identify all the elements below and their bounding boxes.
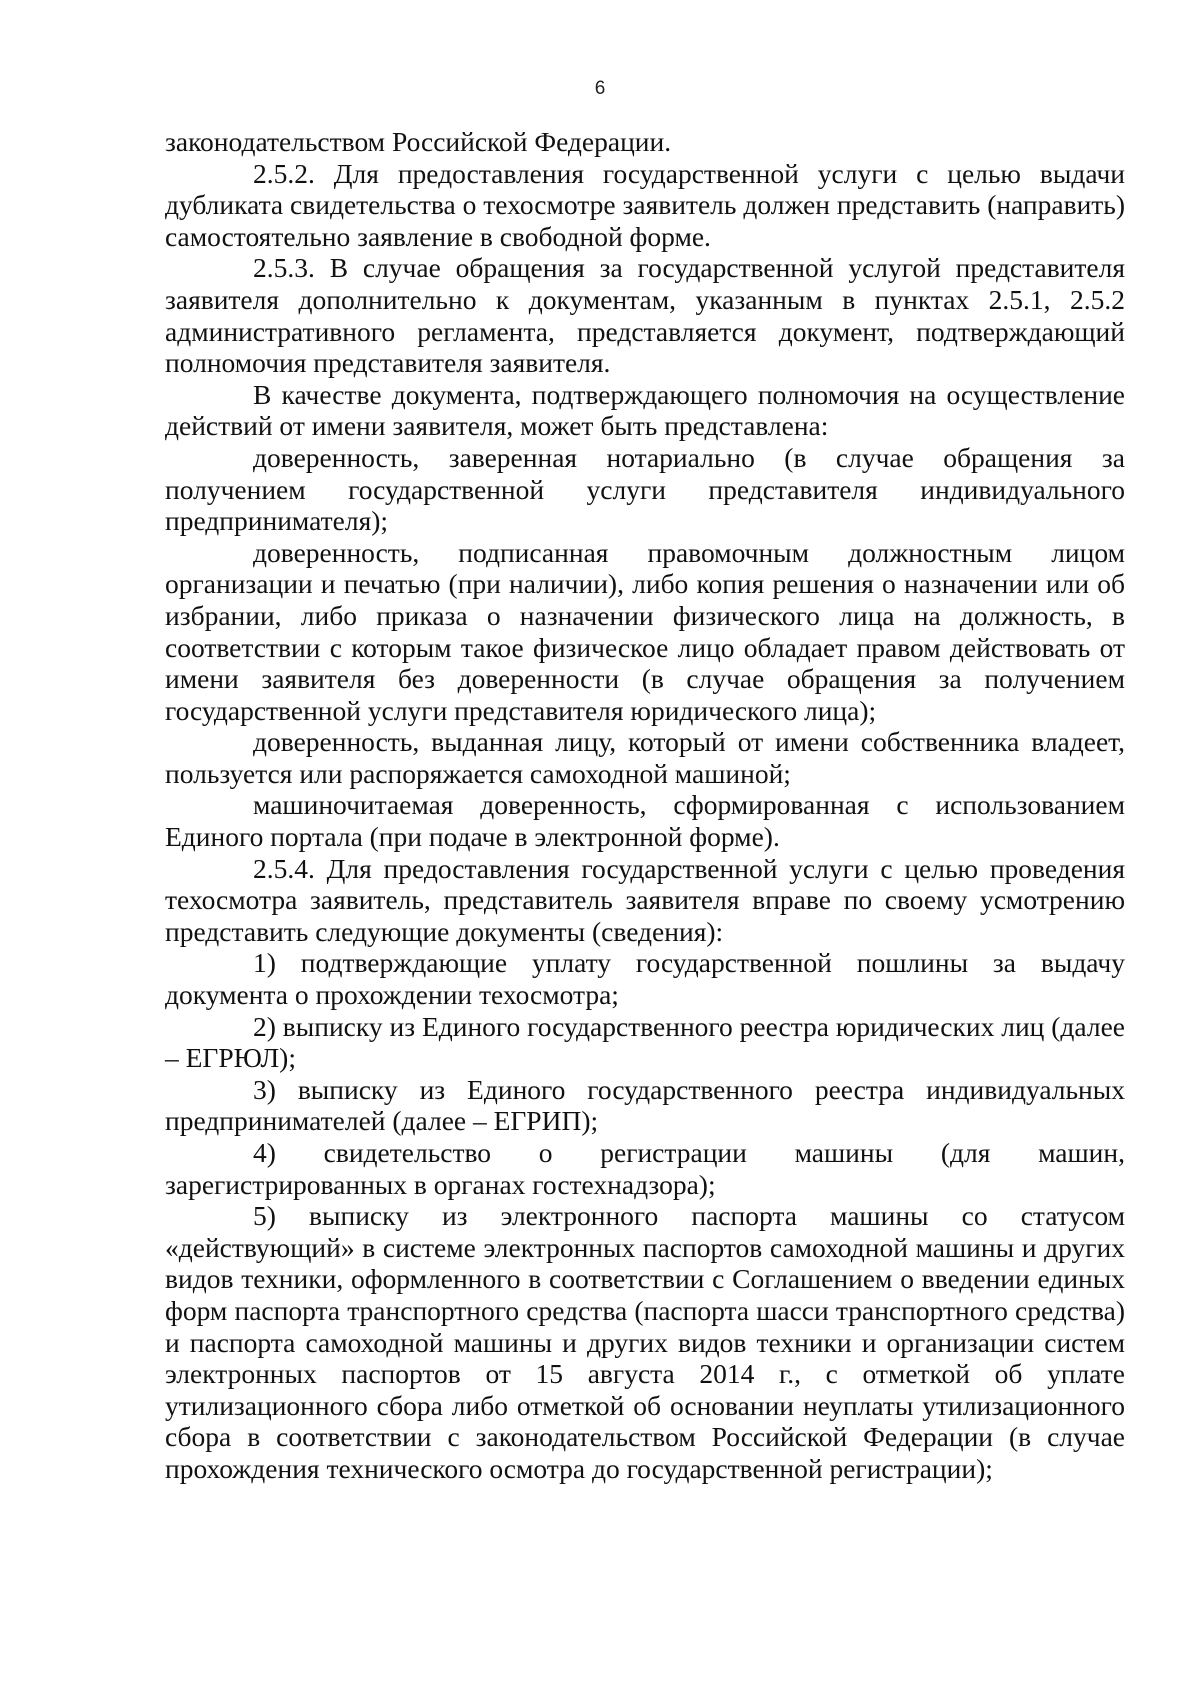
list-item-5: 5) выписку из электронного паспорта машины со статусом «действующий» в системе электронных паспортов самоходной машины и других видов техники, оформленного в соответствии с Соглашением о введении единых форм паспорта транспортного средства (паспорта шасси транспортного средства) и паспорта самоходной машины и других видов техники и организации систем электронных паспортов от 15 августа 2014 г., с отметкой об уплате утилизационного сбора либо отметкой об основании неуплаты утилизационного сбора в соответствии с законодательством Российской Федерации (в случае прохождения технического осмотра до государственной регистрации); <box>165 1200 1125 1484</box>
paragraph-signed-power-of-attorney: доверенность, подписанная правомочным должностным лицом организации и печатью (при наличии), либо копия решения о назначении или об избрании, либо приказа о назначении физического лица на должность, в соответствии с которым такое физическое лицо обладает правом действовать от имени заявителя без доверенности (в случае обращения за получением государственной услуги представителя юридического лица); <box>165 536 1125 726</box>
page-number: 6 <box>594 78 606 99</box>
list-item-2: 2) выписку из Единого государственного реестра юридических лиц (далее – ЕГРЮЛ); <box>165 1010 1125 1074</box>
paragraph-notarized-power-of-attorney: доверенность, заверенная нотариально (в случае обращения за получением государственной услуги представителя индивидуального предпринимателя); <box>165 441 1125 537</box>
list-item-1: 1) подтверждающие уплату государственной пошлины за выдачу документа о прохождении техосмотра; <box>165 947 1125 1011</box>
paragraph-2-5-4: 2.5.4. Для предоставления государственной услуги с целью проведения техосмотра заявитель, представитель заявителя вправе по своему усмотрению представить следующие документы (сведения): <box>165 852 1125 947</box>
list-item-3: 3) выписку из Единого государственного реестра индивидуальных предпринимателей (далее – ЕГРИП); <box>165 1073 1125 1137</box>
list-item-4: 4) свидетельство о регистрации машины (для машин, зарегистрированных в органах гостехнадзора); <box>165 1137 1125 1200</box>
paragraph-2-5-2: 2.5.2. Для предоставления государственной услуги с целью выдачи дубликата свидетельства о техосмотре заявитель должен представить (направить) самостоятельно заявление в свободной форме. <box>165 157 1125 252</box>
document-body <box>165 126 1125 1485</box>
paragraph-2-5-3: 2.5.3. В случае обращения за государственной услугой представителя заявителя дополнительно к документам, указанным в пунктах 2.5.1, 2.5.2 административного регламента, представляется документ, подтверждающий полномочия представителя заявителя. <box>165 252 1125 379</box>
paragraph-machine-readable-power-of-attorney: машиночитаемая доверенность, сформированная с использованием Единого портала (при подаче в электронной форме). <box>165 789 1125 853</box>
paragraph-continuation: законодательством Российской Федерации. <box>165 126 672 157</box>
paragraph-authority-documents: В качестве документа, подтверждающего полномочия на осуществление действий от имени заявителя, может быть представлена: <box>165 378 1125 442</box>
paragraph-owner-power-of-attorney: доверенность, выданная лицу, который от имени собственника владеет, пользуется или распоряжается самоходной машиной; <box>165 726 1125 789</box>
